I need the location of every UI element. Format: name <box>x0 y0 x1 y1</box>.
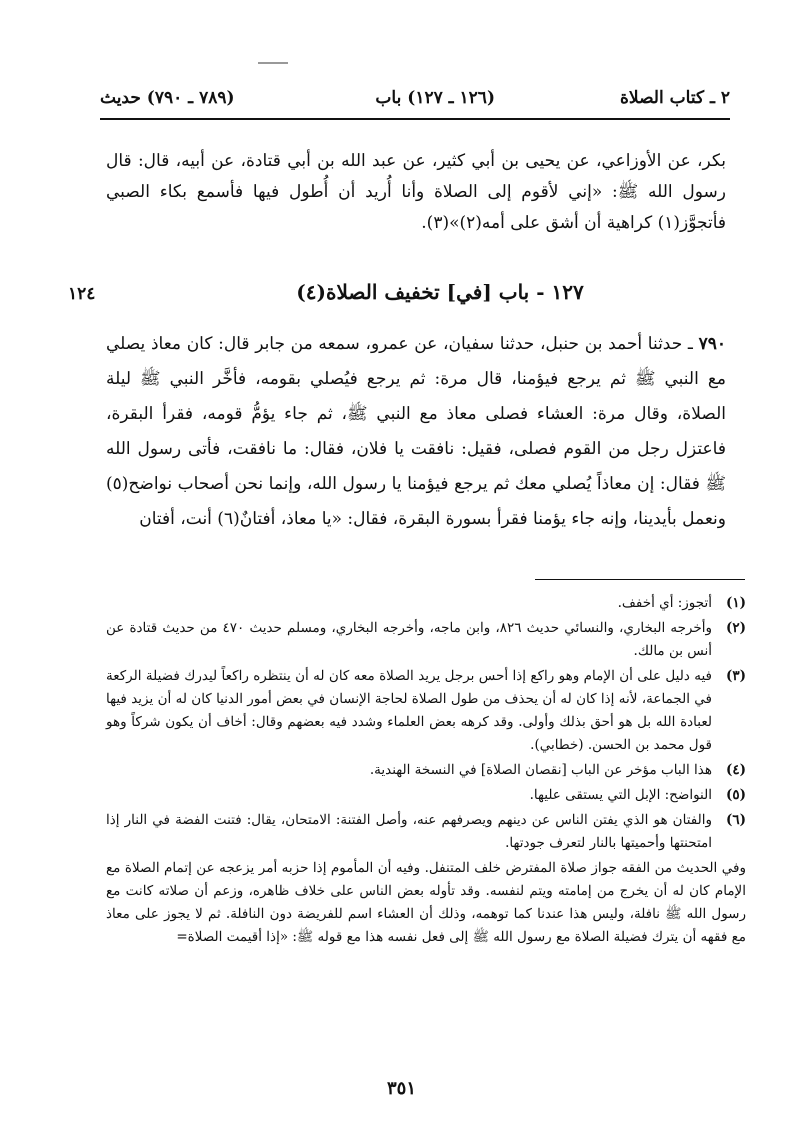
footnote <box>106 784 746 807</box>
footnote-continuation: وفي الحديث من الفقه جواز صلاة المفترض خلف المتنفل. وفيه أن المأموم إذا حزبه أمر يزعجه عن إتمام الصلاة مع الإمام كان له أن يخرج من إمامته ويتم لنفسه. وقد تأوله بعض الناس على خلاف ظاهره، وزعم أن صلاته كانت مع رسول الله ﷺ نافلة، وليس هذا عندنا كما توهمه، وذلك أن العشاء اسم للفريضة دون النافلة. ثم لا يجوز على معاذ مع فقهه أن يترك فضيلة الصلاة مع رسول الله ﷺ إلى فعل نفسه هذا مع قوله ﷺ: «إذا أقيمت الصلاة= <box>106 860 746 945</box>
margin-number: ١٢٤ <box>68 284 96 304</box>
footnote <box>106 665 746 757</box>
footnote-text: وأخرجه البخاري، والنسائي حديث ٨٢٦، وابن ماجه، وأخرجه البخاري، ومسلم حديث ٤٧٠ من حديث قتادة عن أنس بن مالك. <box>106 620 712 659</box>
header-book-title: ٢ ـ كتاب الصلاة <box>620 88 730 108</box>
footnote-number: (٦) <box>725 812 746 828</box>
footnote-text: والفتان هو الذي يفتن الناس عن دينهم ويصرفهم عنه، وأصل الفتنة: الامتحان، يقال: فتنت الفضة في النار إذا امتحنتها وأحميتها بالنار لتعرف جودتها. <box>106 812 712 851</box>
running-header <box>100 86 730 112</box>
chapter-title: ١٢٧ - باب [في] تخفيف الصلاة(٤) <box>296 280 584 304</box>
hadith-paragraph <box>106 327 726 537</box>
footnote-text: النواضح: الإبل التي يستقى عليها. <box>529 787 712 803</box>
header-hadith-range: (٧٨٩ ـ ٧٩٠) حديث <box>100 88 235 108</box>
header-rule <box>100 118 730 120</box>
header-bab-range: (١٢٦ ـ ١٢٧) باب <box>375 88 495 108</box>
hadith-number: ٧٩٠ <box>698 334 726 354</box>
footnote-number: (٥) <box>725 787 746 803</box>
footnote <box>106 759 746 782</box>
footnote-rule <box>535 579 745 580</box>
footnote <box>106 617 746 663</box>
footnote <box>106 809 746 855</box>
footnote-number: (١) <box>725 595 746 611</box>
footnote-text: أتجوز: أي أخفف. <box>617 595 712 611</box>
page-number: ٣٥١ <box>386 1078 416 1099</box>
footnote-number: (٣) <box>725 668 746 684</box>
intro-paragraph: بكر، عن الأوزاعي، عن يحيى بن أبي كثير، عن عبد الله بن أبي قتادة، عن أبيه، قال: قال رسول الله ﷺ: «إني لأقوم إلى الصلاة وأنا أُريد أن أُطول فيها فأسمع بكاء الصبي فأتجوَّز(١) كراهية أن أشق على أمه(٢)»(٣). <box>106 151 726 233</box>
footnote-text: هذا الباب مؤخر عن الباب [نقصان الصلاة] في النسخة الهندية. <box>369 762 712 778</box>
footnote-number: (٢) <box>725 620 746 636</box>
footnote-text: فيه دليل على أن الإمام وهو راكع إذا أحس برجل يريد الصلاة معه كان له أن ينتظره راكعاً ليدرك فضيلة الركعة في الجماعة، لأنه إذا كان له أن يحذف من طول الصلاة لحاجة الإنسان في بعض أمور الدنيا كان له أن يزيد فيها لعبادة الله بل هو أحق بذلك وأولى. وقد كرهه بعض العلماء وشدد فيه بعضهم وقال: أخاف أن يكون شركاً وهو قول محمد بن الحسن. (خطابي). <box>106 668 712 753</box>
footnote <box>106 592 746 615</box>
footnotes <box>106 592 746 949</box>
hadith-text: ـ حدثنا أحمد بن حنبل، حدثنا سفيان، عن عمرو، سمعه من جابر قال: كان معاذ يصلي مع النبي ﷺ ثم يرجع فيؤمنا، قال مرة: ثم يرجع فيُصلي بقومه، فأخَّر النبي ﷺ ليلة الصلاة، وقال مرة: العشاء فصلى معاذ مع النبي ﷺ، ثم جاء يؤمُّ قومه، فقرأ البقرة، فاعتزل رجل من القوم فصلى، فقيل: نافقت يا فلان، فقال: ما نافقت، فأتى رسول الله ﷺ فقال: إن معاذاً يُصلي معك ثم يرجع فيؤمنا يا رسول الله، وإنما نحن أصحاب نواضح(٥) ونعمل بأيدينا، وإنه جاء يؤمنا فقرأ بسورة البقرة، فقال: «يا معاذ، أفتانٌ(٦) أنت، أفتان <box>106 334 726 529</box>
scan-smudge <box>258 62 288 64</box>
footnote-number: (٤) <box>725 762 746 778</box>
